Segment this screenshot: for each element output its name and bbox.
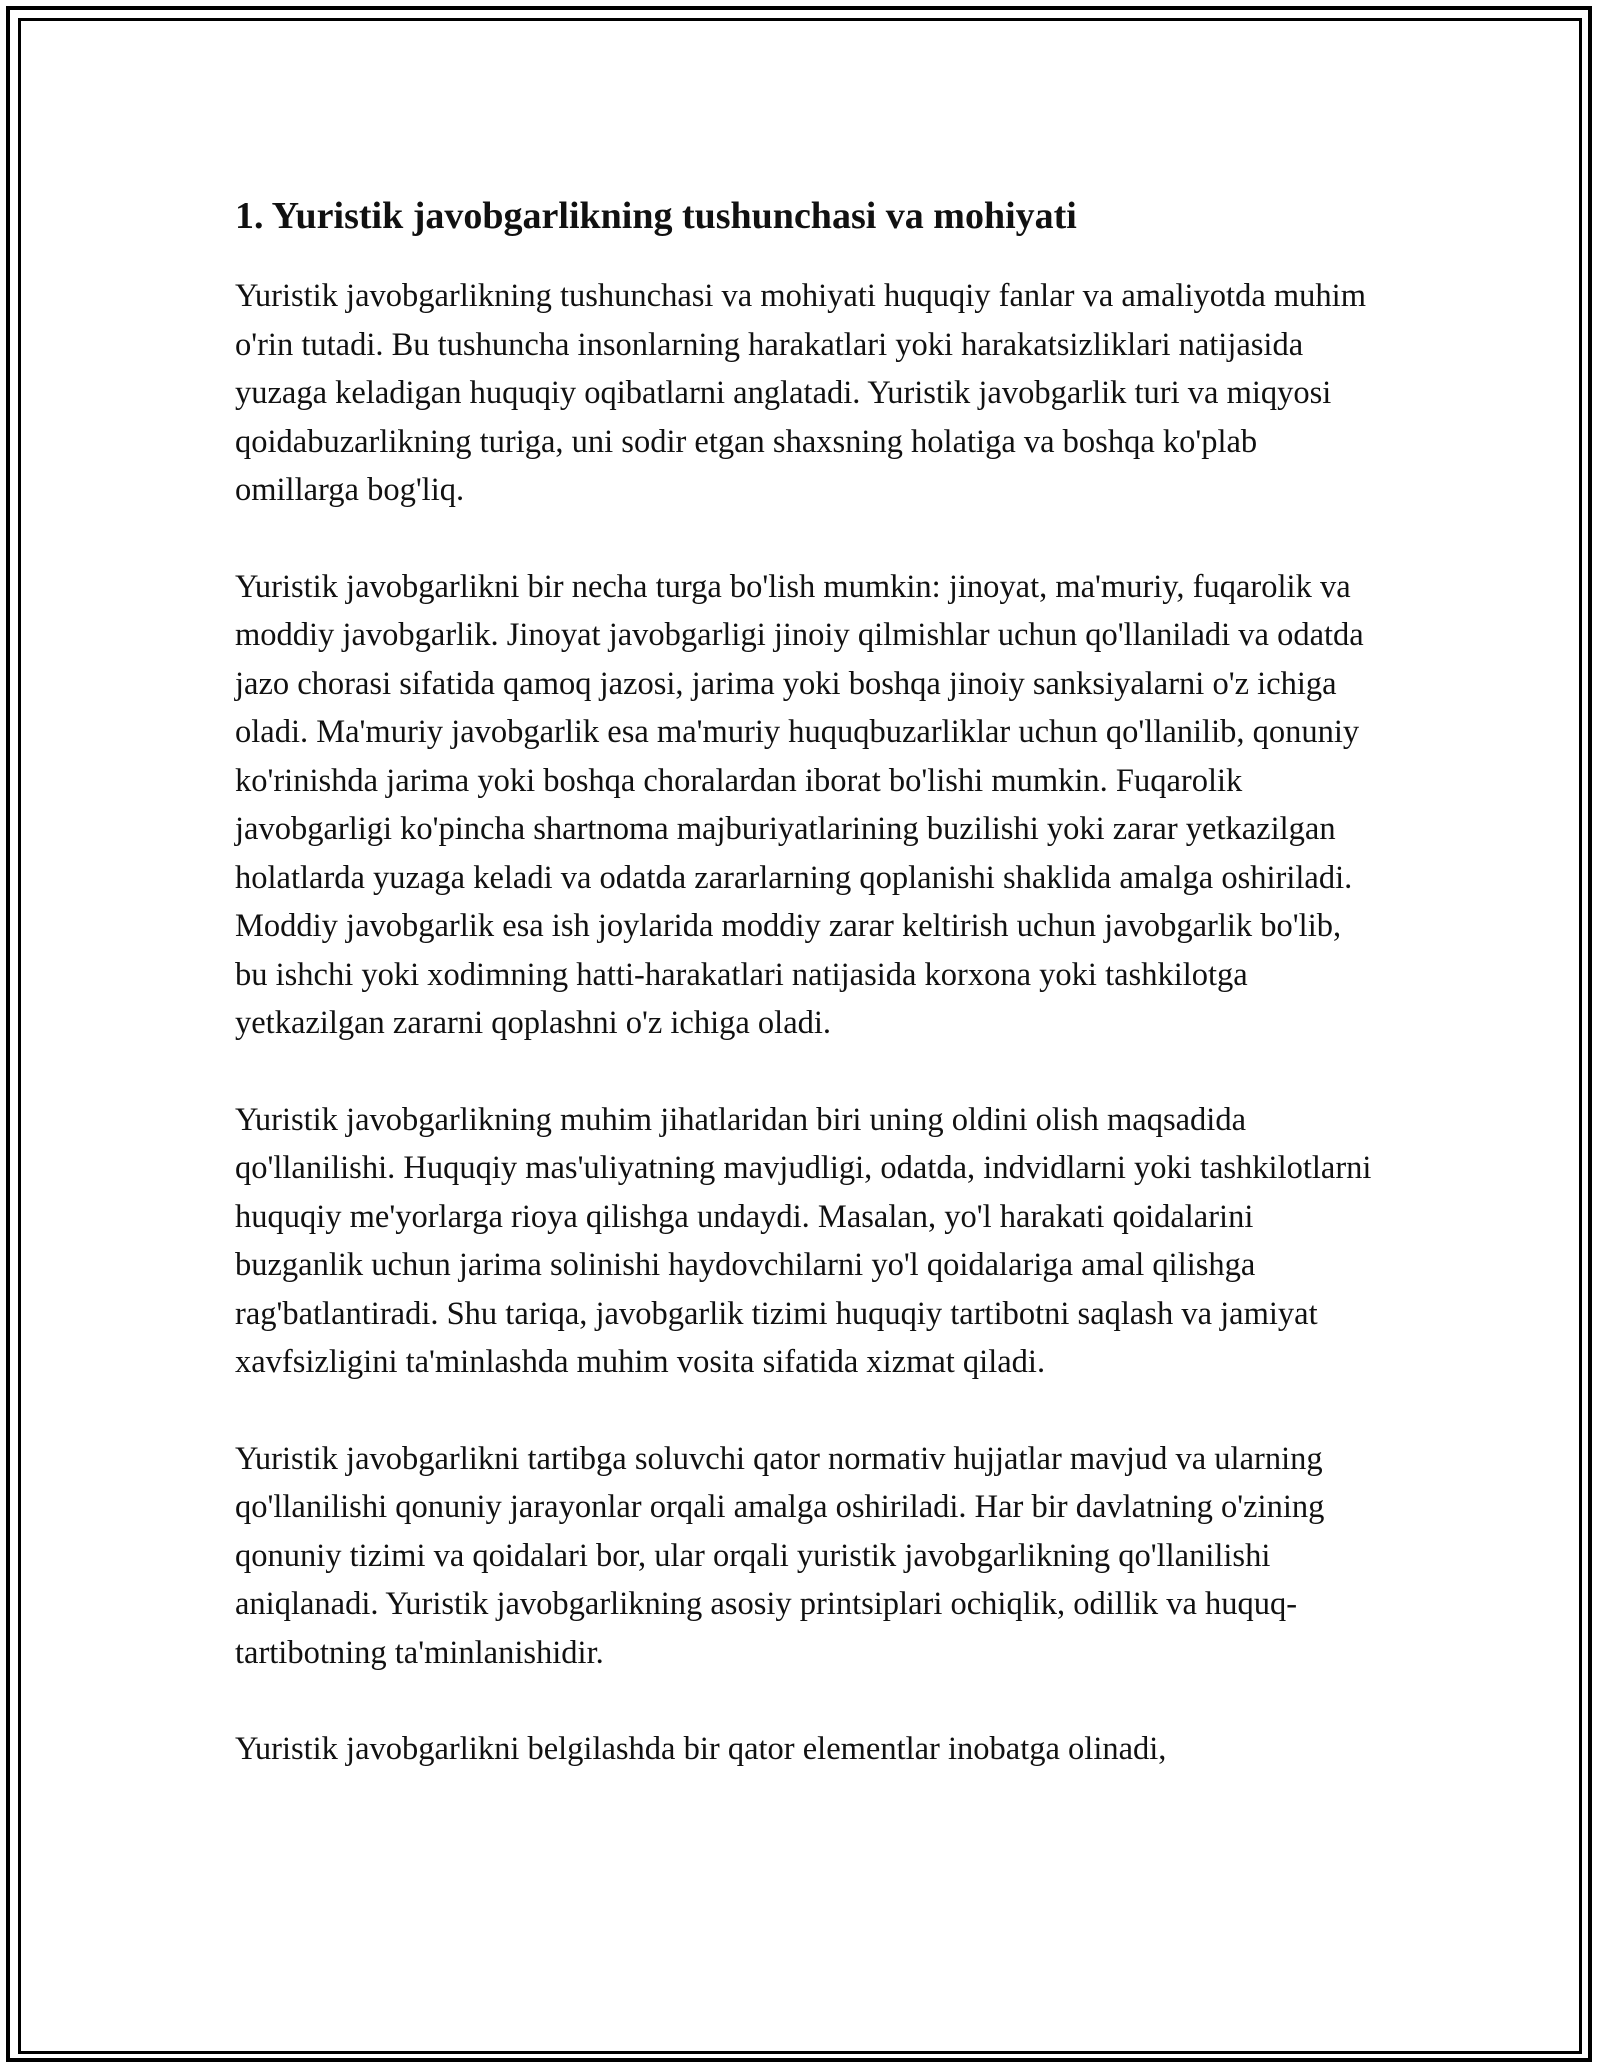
paragraph-2: Yuristik javobgarlikni bir necha turga bo'lish mumkin: jinoyat, ma'muriy, fuqarolik va moddiy javobgarlik. Jinoyat javobgarligi jinoiy qilmishlar uchun qo'llaniladi va odatda jazo chorasi sifatida qamoq jazosi, jarima yoki boshqa jinoiy sanksiyalarni o'z ichiga oladi. Ma'muriy javobgarlik esa ma'muriy huquqbuzarliklar uchun qo'llanilib, qonuniy ko'rinishda jarima yoki boshqa choralardan iborat bo'lishi mumkin. Fuqarolik javobgarligi ko'pincha shartnoma majburiyatlarining buzilishi yoki zarar yetkazilgan holatlarda yuzaga keladi va odatda zararlarning qoplanishi shaklida amalga oshiriladi. Moddiy javobgarlik esa ish joylarida moddiy zarar keltirish uchun javobgarlik bo'lib, bu ishchi yoki xodimning hatti-harakatlari natijasida korxona yoki tashkilotga yetkazilgan zararni qoplashni o'z ichiga oladi. <box>235 568 1364 1041</box>
document-body <box>235 182 1375 1822</box>
paragraph-4: Yuristik javobgarlikni tartibga soluvchi qator normativ hujjatlar mavjud va ularning qo'llanilishi qonuniy jarayonlar orqali amalga oshiriladi. Har bir davlatning o'zining qonuniy tizimi va qoidalari bor, ular orqali yuristik javobgarlikning qo'llanilishi aniqlanadi. Yuristik javobgarlikning asosiy printsiplari ochiqlik, odillik va huquq-tartibotning ta'minlanishidir. <box>235 1440 1325 1671</box>
section-heading: 1. Yuristik javobgarlikning tushunchasi va mohiyati <box>235 195 1077 237</box>
paragraph-3: Yuristik javobgarlikning muhim jihatlaridan biri uning oldini olish maqsadida qo'llanilishi. Huquqiy mas'uliyatning mavjudligi, odatda, indvidlarni yoki tashkilotlarni huquqiy me'yorlarga rioya qilishga undaydi. Masalan, yo'l harakati qoidalarini buzganlik uchun jarima solinishi haydovchilarni yo'l qoidalariga amal qilishga rag'batlantiradi. Shu tariqa, javobgarlik tizimi huquqiy tartibotni saqlash va jamiyat xavfsizligini ta'minlashda muhim vosita sifatida xizmat qiladi. <box>235 1101 1372 1380</box>
paragraph-1: Yuristik javobgarlikning tushunchasi va mohiyati huquqiy fanlar va amaliyotda muhim o'rin tutadi. Bu tushuncha insonlarning harakatlari yoki harakatsizliklari natijasida yuzaga keladigan huquqiy oqibatlarni anglatadi. Yuristik javobgarlik turi va miqyosi qoidabuzarlikning turiga, uni sodir etgan shaxsning holatiga va boshqa ko'plab omillarga bog'liq. <box>235 278 1366 508</box>
paragraph-5: Yuristik javobgarlikni belgilashda bir qator elementlar inobatga olinadi, <box>235 1731 1167 1767</box>
